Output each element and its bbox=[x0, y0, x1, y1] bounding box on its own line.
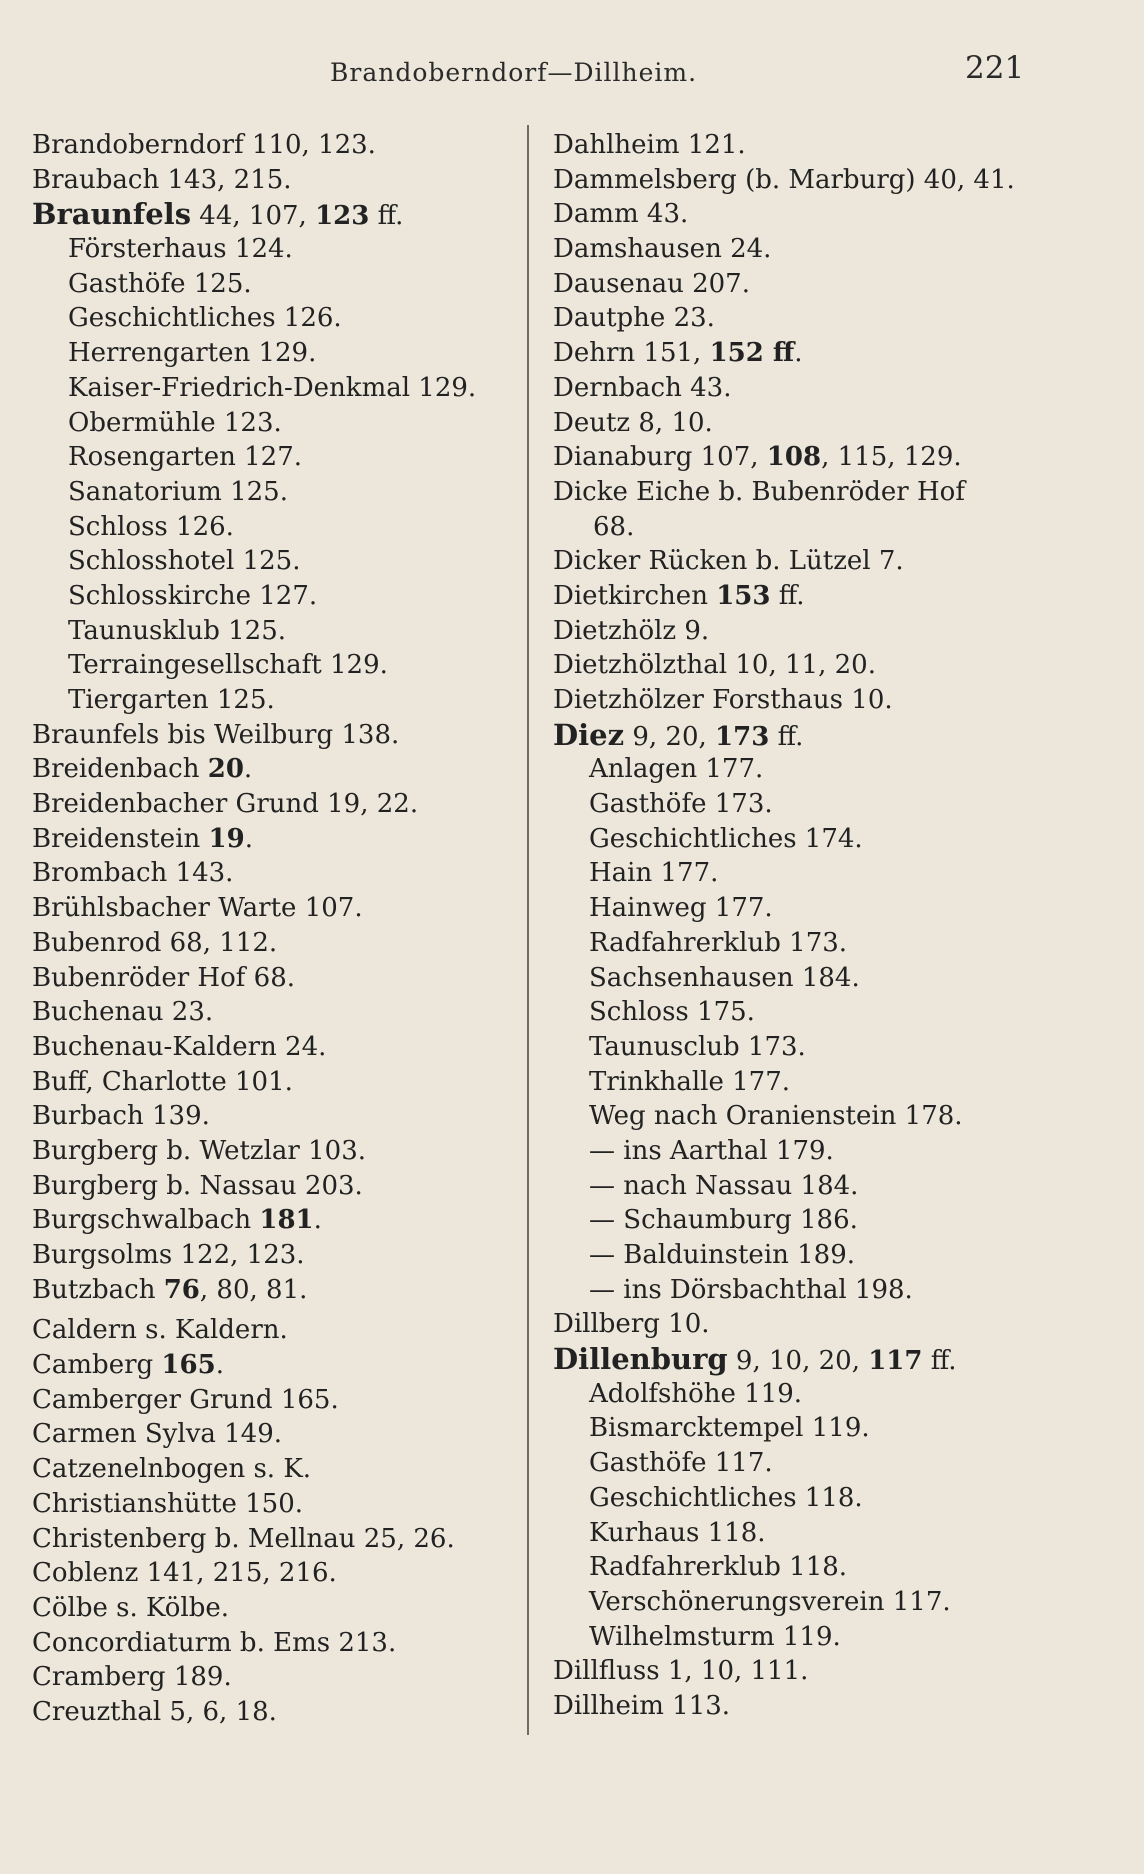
main-page-ref: 19 bbox=[208, 823, 245, 854]
index-entry bbox=[32, 1203, 532, 1238]
page-refs-tail: ff. bbox=[369, 201, 404, 232]
index-entry: Deutz 8, 10. bbox=[553, 407, 713, 438]
page-refs: Dehrn 151, bbox=[553, 338, 710, 369]
index-subentry: — Balduinstein 189. bbox=[589, 1240, 856, 1270]
page-number: 221 bbox=[965, 50, 1025, 86]
index-entry: Concordiaturm b. Ems 213. bbox=[32, 1627, 397, 1658]
index-subentry: Obermühle 123. bbox=[68, 407, 282, 438]
index-subentry: Tiergarten 125. bbox=[68, 685, 275, 715]
index-entry bbox=[32, 752, 532, 787]
page-refs: Breidenstein bbox=[32, 823, 209, 854]
page-refs-tail: ff. bbox=[770, 580, 805, 611]
index-entry: Dausenau 207. bbox=[553, 268, 750, 299]
index-subentry: Hainweg 177. bbox=[589, 893, 773, 924]
index-subentry: Sanatorium 125. bbox=[68, 476, 288, 507]
index-entry: Carmen Sylva 149. bbox=[32, 1419, 283, 1450]
index-column-right bbox=[553, 128, 1073, 1724]
page-refs: Dianaburg 107, bbox=[553, 442, 767, 473]
page-refs: 9, 10, 20, bbox=[727, 1346, 869, 1377]
index-subentry: — ins Dörsbachthal 198. bbox=[589, 1274, 913, 1305]
page-refs: Camberg bbox=[32, 1350, 162, 1381]
index-subentry: Geschichtliches 126. bbox=[68, 303, 342, 334]
index-entry: Brühlsbacher Warte 107. bbox=[32, 893, 363, 924]
index-subentry: Schlosskirche 127. bbox=[68, 580, 318, 611]
index-entry: Bubenröder Hof 68. bbox=[32, 962, 295, 993]
index-subentry: Anlagen 177. bbox=[589, 754, 764, 785]
main-page-ref: 108 bbox=[766, 442, 822, 473]
index-entry: Buff, Charlotte 101. bbox=[32, 1066, 293, 1097]
index-entry: Coblenz 141, 215, 216. bbox=[32, 1558, 337, 1589]
page-refs-tail: . bbox=[244, 823, 253, 854]
page-refs-tail: . bbox=[243, 754, 253, 785]
main-page-ref: 181 bbox=[259, 1205, 314, 1236]
page-refs-tail: . bbox=[794, 338, 803, 369]
index-subentry: Gasthöfe 173. bbox=[589, 789, 773, 820]
page-refs: Burgschwalbach bbox=[32, 1205, 260, 1236]
index-entry: Creuzthal 5, 6, 18. bbox=[32, 1696, 277, 1727]
index-entry: Burbach 139. bbox=[32, 1101, 210, 1132]
index-entry: Christenberg b. Mellnau 25, 26. bbox=[32, 1523, 455, 1554]
index-entry: Breidenbacher Grund 19, 22. bbox=[32, 789, 419, 820]
headword: Dillenburg bbox=[553, 1342, 728, 1377]
page-refs: 9, 20, bbox=[624, 721, 716, 752]
index-subentry: Adolfshöhe 119. bbox=[589, 1378, 803, 1409]
index-entry: Burgberg b. Nassau 203. bbox=[32, 1170, 363, 1201]
index-entry: Dahlheim 121. bbox=[553, 130, 746, 160]
main-page-ref: 152 ff bbox=[709, 338, 795, 369]
index-subentry: Kurhaus 118. bbox=[589, 1517, 766, 1548]
index-entry: Bubenrod 68, 112. bbox=[32, 927, 278, 958]
index-entry: Dautphe 23. bbox=[553, 303, 715, 334]
index-subentry: Herrengarten 129. bbox=[68, 338, 317, 369]
index-entry: Cramberg 189. bbox=[32, 1662, 232, 1693]
index-subentry: Geschichtliches 174. bbox=[589, 823, 863, 854]
page-refs-tail: , 115, 129. bbox=[821, 442, 962, 473]
index-subentry: Försterhaus 124. bbox=[68, 234, 293, 265]
index-subentry: Radfahrerklub 118. bbox=[589, 1552, 848, 1583]
index-entry: Cölbe s. Kölbe. bbox=[32, 1592, 230, 1623]
index-entry bbox=[553, 579, 1073, 614]
index-entry: Damshausen 24. bbox=[553, 234, 772, 265]
main-page-ref: 20 bbox=[207, 754, 244, 785]
index-entry: Brandoberndorf 110, 123. bbox=[32, 130, 376, 160]
page-refs-tail: , 80, 81. bbox=[199, 1274, 308, 1305]
page-refs: Butzbach bbox=[32, 1274, 164, 1305]
index-subentry: Taunusklub 125. bbox=[68, 615, 287, 646]
index-subentry: Bismarcktempel 119. bbox=[589, 1413, 870, 1444]
index-subentry: Taunusclub 173. bbox=[589, 1031, 806, 1062]
index-subentry: Radfahrerklub 173. bbox=[589, 927, 848, 958]
index-subentry: Gasthöfe 125. bbox=[68, 268, 252, 299]
headword: Braunfels bbox=[32, 197, 192, 232]
running-head: Brandoberndorf—Dillheim. bbox=[330, 58, 698, 87]
index-entry: Damm 43. bbox=[553, 199, 689, 230]
index-entry: Burgberg b. Wetzlar 103. bbox=[32, 1135, 367, 1166]
index-entry bbox=[32, 1348, 532, 1383]
index-entry bbox=[32, 1273, 532, 1308]
index-entry: Dietzhölzer Forsthaus 10. bbox=[553, 685, 893, 715]
column-divider bbox=[527, 125, 529, 1735]
index-entry: Christianshütte 150. bbox=[32, 1488, 304, 1519]
index-entry bbox=[553, 336, 1073, 371]
main-page-ref: 76 bbox=[163, 1274, 200, 1305]
page-refs-tail: ff. bbox=[769, 721, 804, 752]
index-entry: Dietzhölzthal 10, 11, 20. bbox=[553, 650, 876, 681]
page-refs-tail: . bbox=[215, 1350, 224, 1381]
main-page-ref: 165 bbox=[161, 1350, 216, 1381]
page-refs: Breidenbach bbox=[32, 754, 208, 785]
main-page-ref: 123 bbox=[315, 201, 370, 232]
index-entry: Dietzhölz 9. bbox=[553, 615, 710, 646]
index-entry: Braunfels bis Weilburg 138. bbox=[32, 719, 400, 750]
index-subentry: — nach Nassau 184. bbox=[589, 1170, 859, 1201]
main-page-ref: 117 bbox=[868, 1346, 923, 1377]
page-header bbox=[0, 50, 1144, 90]
index-headword-entry bbox=[32, 197, 532, 232]
index-entry: Dammelsberg (b. Marburg) 40, 41. bbox=[553, 164, 1015, 195]
index-entry: Brombach 143. bbox=[32, 858, 234, 889]
index-subentry: Terraingesellschaft 129. bbox=[68, 650, 388, 681]
index-entry: Camberger Grund 165. bbox=[32, 1384, 339, 1415]
main-page-ref: 153 bbox=[716, 580, 771, 611]
index-entry bbox=[32, 822, 532, 857]
index-subentry: Schloss 126. bbox=[68, 511, 234, 542]
index-headword-entry bbox=[553, 1342, 1073, 1377]
page-refs: Dietkirchen bbox=[553, 580, 717, 611]
index-subentry: Hain 177. bbox=[589, 858, 719, 889]
index-subentry: Trinkhalle 177. bbox=[589, 1066, 791, 1097]
index-subentry: Schloss 175. bbox=[589, 997, 755, 1028]
index-subentry: Wilhelmsturm 119. bbox=[589, 1621, 841, 1652]
index-subentry: Kaiser-Friedrich-Denkmal 129. bbox=[68, 372, 477, 403]
index-entry bbox=[553, 440, 1073, 475]
page-refs-tail: . bbox=[313, 1205, 322, 1236]
main-page-ref: 173 bbox=[715, 721, 770, 752]
index-entry: Dillheim 113. bbox=[553, 1690, 731, 1721]
index-entry: Caldern s. Kaldern. bbox=[32, 1315, 288, 1346]
index-subentry: Gasthöfe 117. bbox=[589, 1448, 773, 1479]
index-headword-entry bbox=[553, 718, 1073, 753]
index-entry: Buchenau-Kaldern 24. bbox=[32, 1031, 327, 1062]
index-entry: Burgsolms 122, 123. bbox=[32, 1240, 305, 1270]
index-subentry: Geschichtliches 118. bbox=[589, 1482, 863, 1513]
headword: Diez bbox=[553, 717, 625, 752]
index-column-left bbox=[32, 128, 532, 1730]
page-refs-tail: ff. bbox=[922, 1346, 957, 1377]
page-refs: 44, 107, bbox=[191, 201, 316, 232]
index-entry: Dicke Eiche b. Bubenröder Hof bbox=[553, 476, 965, 507]
index-entry: Buchenau 23. bbox=[32, 997, 214, 1028]
index-subentry: Rosengarten 127. bbox=[68, 442, 303, 473]
index-entry: Dicker Rücken b. Lützel 7. bbox=[553, 546, 904, 577]
index-entry: Braubach 143, 215. bbox=[32, 164, 292, 195]
index-entry: Dernbach 43. bbox=[553, 372, 732, 403]
index-subentry: Sachsenhausen 184. bbox=[589, 962, 860, 993]
index-subentry: Schlosshotel 125. bbox=[68, 546, 301, 577]
index-entry: Dillfluss 1, 10, 111. bbox=[553, 1656, 809, 1687]
index-subentry: — Schaumburg 186. bbox=[589, 1205, 858, 1236]
index-subentry: Verschönerungsverein 117. bbox=[589, 1586, 951, 1617]
index-entry: 68. bbox=[593, 511, 635, 542]
index-entry: Dillberg 10. bbox=[553, 1309, 710, 1340]
index-subentry: Weg nach Oranienstein 178. bbox=[589, 1101, 963, 1132]
index-subentry: — ins Aarthal 179. bbox=[589, 1135, 834, 1166]
index-entry: Catzenelnbogen s. K. bbox=[32, 1454, 312, 1485]
